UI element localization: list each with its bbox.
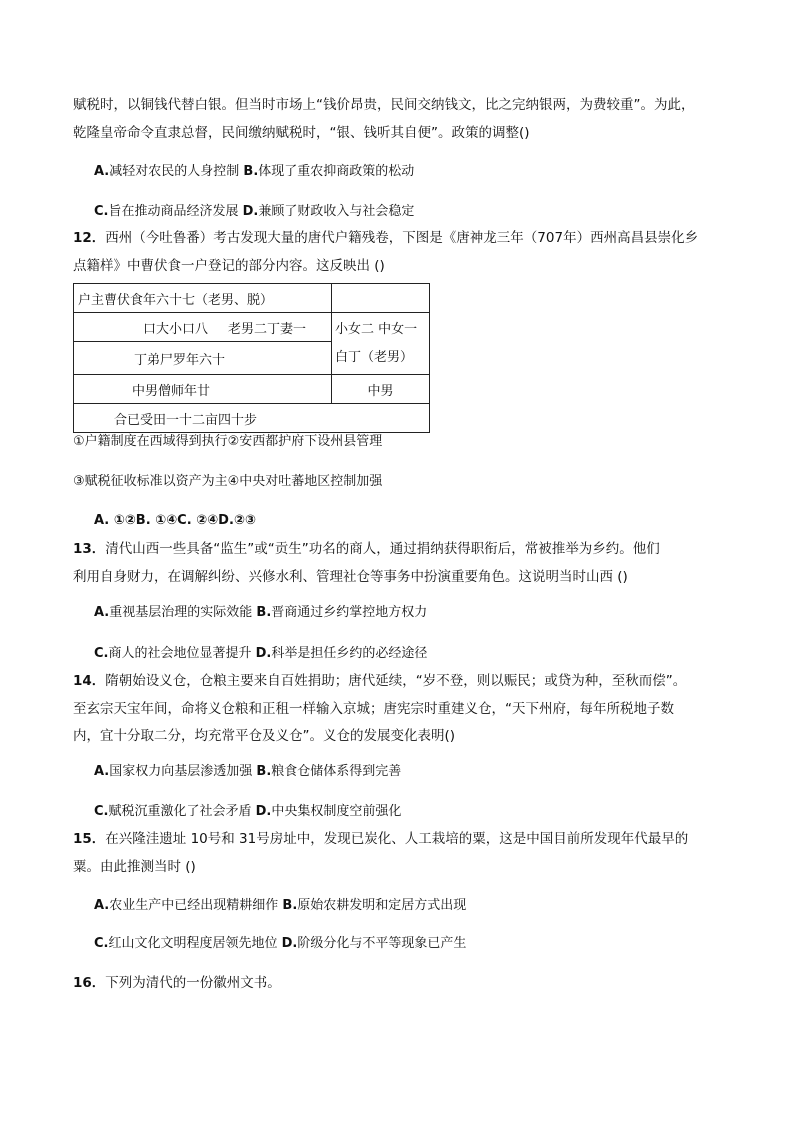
q13-option-c-letter: C. <box>94 646 109 661</box>
q11-option-d-letter: D. <box>242 204 259 219</box>
q15-option-a: 农业生产中已经出现精耕细作 <box>109 898 279 913</box>
q15-stem-line-1 <box>73 830 688 848</box>
q12-number: 12． <box>73 230 106 246</box>
q15-option-b-letter: B. <box>282 898 298 913</box>
q15-option-d: 阶级分化与不平等现象已产生 <box>297 936 467 951</box>
register-cell-brother: 丁弟尸罗年六十 <box>74 342 332 375</box>
q14-stem-text: 隋朝始设义仓，仓粮主要来自百姓捐助；唐代延续，“岁不登，则以赈民；或贷为种，至秋而偿”。 <box>105 673 687 689</box>
register-cell-daughters <box>332 313 430 375</box>
q14-number: 14． <box>73 673 106 689</box>
q12-options: A. ①②B. ①④C. ②④D.②③ <box>94 513 256 528</box>
q14-option-a-letter: A. <box>94 764 110 779</box>
q11-option-a: 减轻对农民的人身控制 <box>109 164 240 179</box>
q11-stem-line-2: 乾隆皇帝命令直隶总督，民间缴纳赋税时，“银、钱听其自便”。政策的调整() <box>73 125 530 141</box>
register-household-members: 老男二丁妻一 <box>228 321 307 337</box>
q11-option-b: 体现了重农抑商政策的松动 <box>258 164 415 179</box>
q15-option-c-letter: C. <box>94 936 109 951</box>
q14-stem-line-3: 内，宜十分取二分，均充常平仓及义仓”。义仓的发展变化表明() <box>73 728 456 744</box>
q13-option-b-letter: B. <box>256 605 272 620</box>
register-cell-land: 合已受田一十二亩四十步 <box>74 404 430 433</box>
q16-stem-line-1 <box>73 974 281 992</box>
q14-option-b: 粮食仓储体系得到完善 <box>271 764 402 779</box>
q15-stem-line-2: 粟。由此推测当时 () <box>73 859 196 875</box>
q14-option-b-letter: B. <box>256 764 272 779</box>
q11-stem-line-1: 赋税时，以铜钱代替白银。但当时市场上“钱价昂贵，民间交纳钱文，比之完纳银两，为费较重”。为此， <box>73 97 695 113</box>
q15-option-c: 红山文化文明程度居领先地位 <box>108 936 278 951</box>
q11-option-c-letter: C. <box>94 204 109 219</box>
q15-number: 15． <box>73 831 106 847</box>
q15-option-d-letter: D. <box>281 936 298 951</box>
q16-number: 16． <box>73 975 106 991</box>
q11-options-cd <box>94 203 414 221</box>
q11-options-ab <box>94 163 414 181</box>
q11-option-c: 旨在推动商品经济发展 <box>108 204 239 219</box>
q15-stem-text: 在兴隆洼遗址 10号和 31号房址中，发现已炭化、人工栽培的粟，这是中国目前所发现年代最早的 <box>105 831 689 847</box>
q13-option-d-letter: D. <box>255 646 272 661</box>
q12-statements-1: ①户籍制度在西域得到执行②安西都护府下设州县管理 <box>73 434 383 449</box>
q14-option-d: 中央集权制度空前强化 <box>271 804 402 819</box>
q14-option-d-letter: D. <box>255 804 272 819</box>
q13-option-c: 商人的社会地位显著提升 <box>108 646 252 661</box>
register-cell-householder: 户主曹伏食年六十七（老男、脱） <box>74 284 332 313</box>
q14-stem-line-2: 至玄宗天宝年间，命将义仓粮和正租一样输入京城；唐宪宗时重建义仓，“天下州府，每年所税地子数 <box>73 701 674 717</box>
household-register-table <box>73 283 430 433</box>
q15-options-cd <box>94 935 466 953</box>
register-cell-monk: 中男僧师年廿 <box>74 375 332 404</box>
q13-options-cd <box>94 645 427 663</box>
register-household-count: 口大小口八 <box>142 321 208 337</box>
q15-option-a-letter: A. <box>94 898 110 913</box>
q14-stem-line-1 <box>73 672 686 690</box>
q13-option-a: 重视基层治理的实际效能 <box>109 605 253 620</box>
register-cell-empty <box>332 284 430 313</box>
q13-option-a-letter: A. <box>94 605 110 620</box>
q14-option-a: 国家权力向基层渗透加强 <box>109 764 253 779</box>
q12-statements-2: ③赋税征收标准以资产为主④中央对吐蕃地区控制加强 <box>73 474 383 489</box>
q11-option-d: 兼顾了财政收入与社会稳定 <box>258 204 415 219</box>
q13-number: 13． <box>73 541 106 557</box>
q16-stem-text: 下列为清代的一份徽州文书。 <box>105 975 281 991</box>
q12-stem-line-2: 点籍样》中曹伏食一户登记的部分内容。这反映出 () <box>73 258 385 274</box>
q14-option-c-letter: C. <box>94 804 109 819</box>
q12-stem-line-1 <box>73 229 698 247</box>
q13-option-b: 晋商通过乡约掌控地方权力 <box>271 605 428 620</box>
register-baiding: 白丁（老男） <box>335 349 414 365</box>
q13-stem-text: 清代山西一些具备“监生”或“贡生”功名的商人，通过捐纳获得职衔后，常被推举为乡约。他们 <box>105 541 660 557</box>
q14-option-c: 赋税沉重激化了社会矛盾 <box>108 804 252 819</box>
q14-options-ab <box>94 763 401 781</box>
register-cell-household-size <box>74 313 332 342</box>
register-daughters: 小女二 中女一 <box>335 321 418 337</box>
q13-options-ab <box>94 604 427 622</box>
q14-options-cd <box>94 803 401 821</box>
q11-option-b-letter: B. <box>243 164 259 179</box>
register-cell-zhongnan: 中男 <box>332 375 430 404</box>
q13-stem-line-2: 利用自身财力，在调解纠纷、兴修水利、管理社仓等事务中扮演重要角色。这说明当时山西 () <box>73 569 628 585</box>
q12-stem-text: 西州（今吐鲁番）考古发现大量的唐代户籍残卷，下图是《唐神龙三年（707年）西州高昌县崇化乡 <box>105 230 699 246</box>
q11-option-a-letter: A. <box>94 164 110 179</box>
q15-option-b: 原始农耕发明和定居方式出现 <box>297 898 467 913</box>
q13-option-d: 科举是担任乡约的必经途径 <box>271 646 428 661</box>
q13-stem-line-1 <box>73 540 660 558</box>
q15-options-ab <box>94 897 466 915</box>
